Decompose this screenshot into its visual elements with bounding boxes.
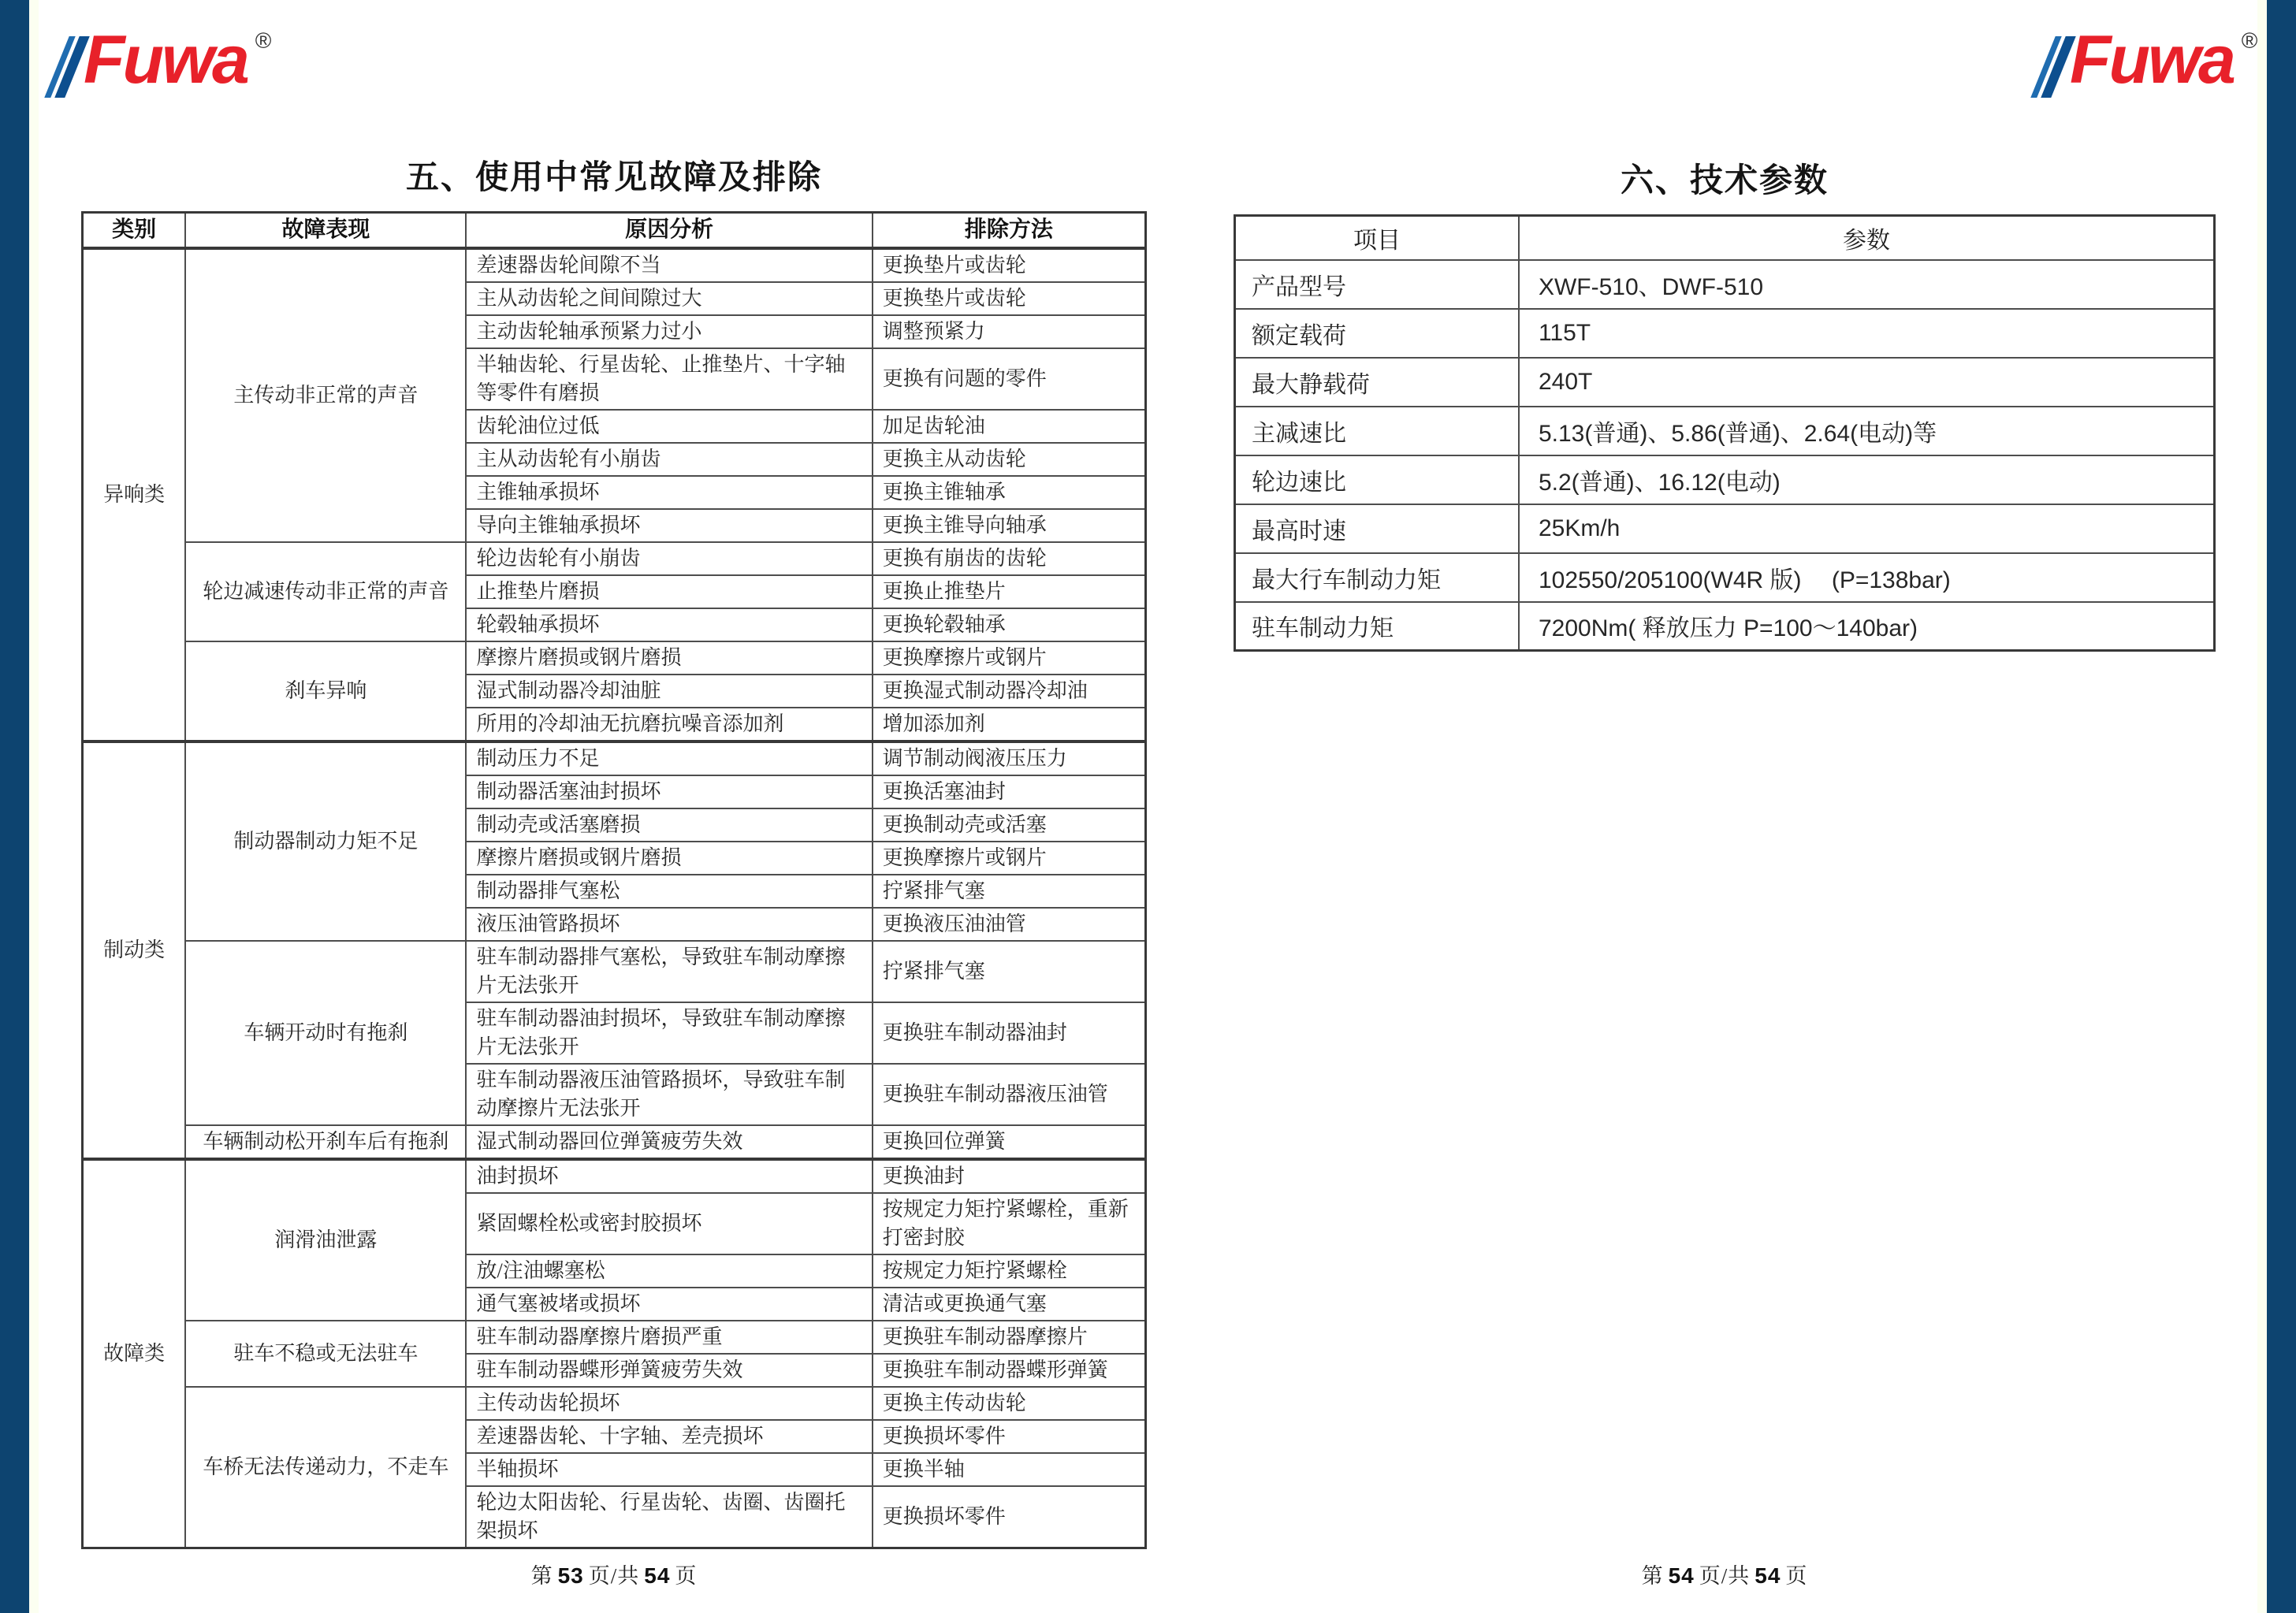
remedy-cell: 更换主锥轴承 xyxy=(873,476,1146,509)
symptom-cell: 润滑油泄露 xyxy=(185,1159,466,1321)
footer-text: 第 xyxy=(1641,1564,1664,1588)
col-header-cause: 原因分析 xyxy=(466,213,872,249)
fault-row xyxy=(83,1159,1146,1193)
cause-cell: 主动齿轮轴承预紧力过小 xyxy=(466,315,872,348)
symptom-cell: 制动器制动力矩不足 xyxy=(185,741,466,941)
remedy-cell: 更换驻车制动器蝶形弹簧 xyxy=(873,1354,1146,1387)
remedy-cell: 清洁或更换通气塞 xyxy=(873,1288,1146,1321)
parameter-row xyxy=(1235,455,2215,504)
parameter-table xyxy=(1234,214,2216,652)
parameter-row xyxy=(1235,309,2215,358)
footer-text: 页 xyxy=(1785,1564,1808,1588)
cause-cell: 油封损坏 xyxy=(466,1159,872,1193)
parameter-table-body xyxy=(1235,260,2215,651)
cause-cell: 制动器活塞油封损坏 xyxy=(466,775,872,808)
col-header-remedy: 排除方法 xyxy=(873,213,1146,249)
col-header-item: 项目 xyxy=(1235,216,1519,260)
category-cell: 制动类 xyxy=(83,741,186,1159)
remedy-cell: 更换液压油油管 xyxy=(873,908,1146,941)
parameter-row xyxy=(1235,260,2215,309)
footer-text: 第 xyxy=(530,1564,553,1588)
parameter-value-cell: 240T xyxy=(1519,358,2215,407)
fuwa-logo xyxy=(2043,24,2257,110)
parameter-item-cell: 驻车制动力矩 xyxy=(1235,602,1519,651)
parameter-item-cell: 最大静载荷 xyxy=(1235,358,1519,407)
parameter-row xyxy=(1235,358,2215,407)
fault-row xyxy=(83,941,1146,1002)
parameter-table-header-row xyxy=(1235,216,2215,260)
remedy-cell: 更换垫片或齿轮 xyxy=(873,248,1146,282)
cause-cell: 主从动齿轮之间间隙过大 xyxy=(466,282,872,315)
footer-text: 页 xyxy=(675,1564,698,1588)
footer-total-pages: 54 xyxy=(644,1563,671,1588)
col-header-value: 参数 xyxy=(1519,216,2215,260)
cause-cell: 轮边太阳齿轮、行星齿轮、齿圈、齿圈托架损坏 xyxy=(466,1486,872,1548)
cause-cell: 摩擦片磨损或钢片磨损 xyxy=(466,842,872,875)
remedy-cell: 增加添加剂 xyxy=(873,708,1146,741)
cause-cell: 放/注油螺塞松 xyxy=(466,1254,872,1288)
remedy-cell: 更换活塞油封 xyxy=(873,775,1146,808)
remedy-cell: 加足齿轮油 xyxy=(873,410,1146,443)
symptom-cell: 车桥无法传递动力，不走车 xyxy=(185,1387,466,1548)
parameter-value-cell: 115T xyxy=(1519,309,2215,358)
footer-page-number: 54 xyxy=(1668,1563,1695,1588)
remedy-cell: 按规定力矩拧紧螺栓 xyxy=(873,1254,1146,1288)
fault-row xyxy=(83,741,1146,775)
cause-cell: 轮毂轴承损坏 xyxy=(466,608,872,641)
cause-cell: 差速器齿轮间隙不当 xyxy=(466,248,872,282)
remedy-cell: 更换摩擦片或钢片 xyxy=(873,842,1146,875)
symptom-cell: 车辆制动松开刹车后有拖刹 xyxy=(185,1125,466,1159)
remedy-cell: 拧紧排气塞 xyxy=(873,941,1146,1002)
parameter-row xyxy=(1235,407,2215,455)
cause-cell: 半轴齿轮、行星齿轮、止推垫片、十字轴等零件有磨损 xyxy=(466,348,872,410)
remedy-cell: 更换主锥导向轴承 xyxy=(873,509,1146,542)
remedy-cell: 拧紧排气塞 xyxy=(873,875,1146,908)
cause-cell: 轮边齿轮有小崩齿 xyxy=(466,542,872,575)
fault-table-header-row xyxy=(83,213,1146,249)
remedy-cell: 更换轮毂轴承 xyxy=(873,608,1146,641)
right-page-title: 六、技术参数 xyxy=(1620,163,1829,199)
cause-cell: 驻车制动器摩擦片磨损严重 xyxy=(466,1321,872,1354)
cause-cell: 液压油管路损坏 xyxy=(466,908,872,941)
remedy-cell: 更换有问题的零件 xyxy=(873,348,1146,410)
fault-row xyxy=(83,1321,1146,1354)
fault-row xyxy=(83,641,1146,675)
remedy-cell: 更换驻车制动器油封 xyxy=(873,1002,1146,1064)
registered-trademark-icon: ® xyxy=(255,28,272,53)
remedy-cell: 更换损坏零件 xyxy=(873,1486,1146,1548)
fault-row xyxy=(83,542,1146,575)
cause-cell: 导向主锥轴承损坏 xyxy=(466,509,872,542)
footer-page-number: 53 xyxy=(557,1563,584,1588)
footer-text: 页/共 xyxy=(588,1564,640,1588)
remedy-cell: 调整预紧力 xyxy=(873,315,1146,348)
cause-cell: 驻车制动器液压油管路损坏，导致驻车制动摩擦片无法张开 xyxy=(466,1064,872,1125)
parameter-value-cell: 5.2(普通)、16.12(电动) xyxy=(1519,455,2215,504)
parameter-item-cell: 最大行车制动力矩 xyxy=(1235,553,1519,602)
parameter-item-cell: 最高时速 xyxy=(1235,504,1519,553)
cause-cell: 止推垫片磨损 xyxy=(466,575,872,608)
footer-text: 页/共 xyxy=(1699,1564,1751,1588)
parameter-row xyxy=(1235,553,2215,602)
cause-cell: 驻车制动器排气塞松，导致驻车制动摩擦片无法张开 xyxy=(466,941,872,1002)
fuwa-logo xyxy=(57,24,271,110)
remedy-cell: 更换摩擦片或钢片 xyxy=(873,641,1146,675)
fault-row xyxy=(83,1125,1146,1159)
remedy-cell: 更换损坏零件 xyxy=(873,1420,1146,1453)
remedy-cell: 更换止推垫片 xyxy=(873,575,1146,608)
left-page-footer xyxy=(81,1559,1147,1589)
logo-wordmark: Fuwa xyxy=(84,22,247,98)
fault-table-body xyxy=(83,248,1146,1548)
parameter-value-cell: 7200Nm( 释放压力 P=100～140bar) xyxy=(1519,602,2215,651)
parameter-item-cell: 主减速比 xyxy=(1235,407,1519,455)
remedy-cell: 更换主从动齿轮 xyxy=(873,443,1146,476)
cause-cell: 制动器排气塞松 xyxy=(466,875,872,908)
parameter-item-cell: 额定载荷 xyxy=(1235,309,1519,358)
fault-row xyxy=(83,248,1146,282)
cause-cell: 主从动齿轮有小崩齿 xyxy=(466,443,872,476)
parameter-value-cell: 25Km/h xyxy=(1519,504,2215,553)
col-header-symptom: 故障表现 xyxy=(185,213,466,249)
remedy-cell: 更换驻车制动器摩擦片 xyxy=(873,1321,1146,1354)
cause-cell: 主锥轴承损坏 xyxy=(466,476,872,509)
remedy-cell: 调节制动阀液压压力 xyxy=(873,741,1146,775)
symptom-cell: 车辆开动时有拖刹 xyxy=(185,941,466,1125)
cause-cell: 半轴损坏 xyxy=(466,1453,872,1486)
symptom-cell: 驻车不稳或无法驻车 xyxy=(185,1321,466,1387)
remedy-cell: 更换湿式制动器冷却油 xyxy=(873,675,1146,708)
remedy-cell: 更换有崩齿的齿轮 xyxy=(873,542,1146,575)
cause-cell: 制动压力不足 xyxy=(466,741,872,775)
remedy-cell: 更换主传动齿轮 xyxy=(873,1387,1146,1420)
remedy-cell: 更换油封 xyxy=(873,1159,1146,1193)
left-edge-strip xyxy=(29,0,39,1613)
symptom-cell: 主传动非正常的声音 xyxy=(185,248,466,542)
logo-wordmark: Fuwa xyxy=(2070,22,2234,98)
parameter-value-cell: XWF-510、DWF-510 xyxy=(1519,260,2215,309)
cause-cell: 主传动齿轮损坏 xyxy=(466,1387,872,1420)
cause-cell: 湿式制动器回位弹簧疲劳失效 xyxy=(466,1125,872,1159)
fault-row xyxy=(83,1387,1146,1420)
cause-cell: 紧固螺栓松或密封胶损坏 xyxy=(466,1193,872,1254)
remedy-cell: 更换半轴 xyxy=(873,1453,1146,1486)
parameter-item-cell: 产品型号 xyxy=(1235,260,1519,309)
symptom-cell: 轮边减速传动非正常的声音 xyxy=(185,542,466,641)
cause-cell: 湿式制动器冷却油脏 xyxy=(466,675,872,708)
parameter-row xyxy=(1235,504,2215,553)
left-page-title: 五、使用中常见故障及排除 xyxy=(405,160,822,196)
registered-trademark-icon: ® xyxy=(2241,28,2258,53)
category-cell: 异响类 xyxy=(83,248,186,741)
right-edge-strip xyxy=(2257,0,2267,1613)
cause-cell: 制动壳或活塞磨损 xyxy=(466,808,872,842)
right-accent-bar xyxy=(2267,0,2296,1613)
footer-total-pages: 54 xyxy=(1755,1563,1781,1588)
cause-cell: 摩擦片磨损或钢片磨损 xyxy=(466,641,872,675)
parameter-value-cell: 102550/205100(W4R 版) (P=138bar) xyxy=(1519,553,2215,602)
cause-cell: 齿轮油位过低 xyxy=(466,410,872,443)
fault-table xyxy=(81,211,1147,1549)
remedy-cell: 更换驻车制动器液压油管 xyxy=(873,1064,1146,1125)
remedy-cell: 更换回位弹簧 xyxy=(873,1125,1146,1159)
category-cell: 故障类 xyxy=(83,1159,186,1548)
cause-cell: 通气塞被堵或损坏 xyxy=(466,1288,872,1321)
cause-cell: 驻车制动器蝶形弹簧疲劳失效 xyxy=(466,1354,872,1387)
cause-cell: 所用的冷却油无抗磨抗噪音添加剂 xyxy=(466,708,872,741)
left-accent-bar xyxy=(0,0,29,1613)
symptom-cell: 刹车异响 xyxy=(185,641,466,741)
remedy-cell: 按规定力矩拧紧螺栓，重新打密封胶 xyxy=(873,1193,1146,1254)
parameter-value-cell: 5.13(普通)、5.86(普通)、2.64(电动)等 xyxy=(1519,407,2215,455)
right-page-footer xyxy=(1234,1559,2216,1589)
col-header-category: 类别 xyxy=(83,213,186,249)
cause-cell: 驻车制动器油封损坏，导致驻车制动摩擦片无法张开 xyxy=(466,1002,872,1064)
parameter-row xyxy=(1235,602,2215,651)
remedy-cell: 更换垫片或齿轮 xyxy=(873,282,1146,315)
remedy-cell: 更换制动壳或活塞 xyxy=(873,808,1146,842)
cause-cell: 差速器齿轮、十字轴、差壳损坏 xyxy=(466,1420,872,1453)
parameter-item-cell: 轮边速比 xyxy=(1235,455,1519,504)
